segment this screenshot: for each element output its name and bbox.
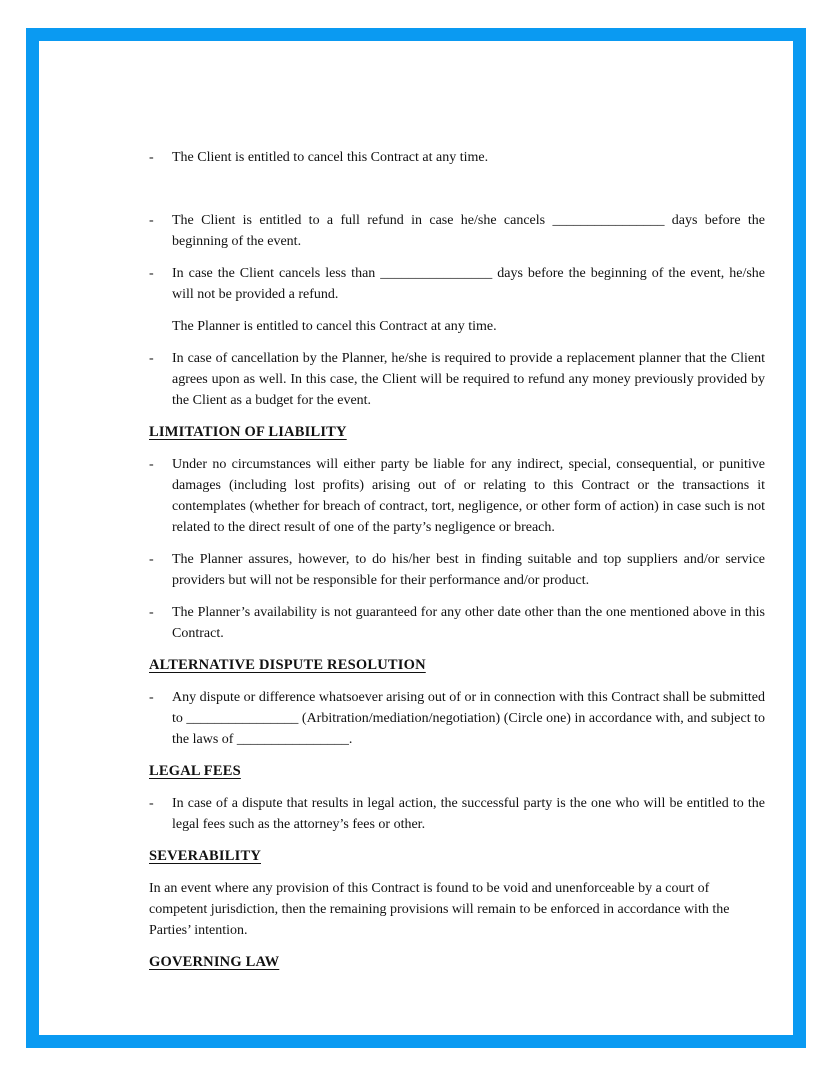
list-item (149, 348, 765, 411)
section-heading-limitation-of-liability: LIMITATION OF LIABILITY (149, 424, 347, 440)
bullet-marker: - (149, 213, 154, 228)
list-item-text: In case the Client cancels less than ________________ days before the beginning of the event, he/she will not be provided a refund. (172, 266, 765, 302)
list-item (149, 210, 765, 252)
bullet-marker: - (149, 605, 154, 620)
section-heading-legal-fees: LEGAL FEES (149, 763, 241, 779)
paragraph: In an event where any provision of this Contract is found to be void and unenforceable by a court of competent jurisdiction, then the remaining provisions will remain to be enforced in accordance with the Parties’ intention. (149, 881, 730, 938)
section-heading-severability: SEVERABILITY (149, 848, 261, 864)
list-item-text: Under no circumstances will either party be liable for any indirect, special, consequential, or punitive damages (including lost profits) arising out of or relating to this Contract or the transactions it contemplates (whether for breach of contract, tort, negligence, or other form of action) in case such is not related to the direct result of one of the party’s negligence or breach. (172, 457, 765, 535)
section-heading-governing-law: GOVERNING LAW (149, 954, 280, 970)
list-item (149, 147, 765, 168)
bullet-marker: - (149, 150, 154, 165)
list-item-text: In case of a dispute that results in legal action, the successful party is the one who will be entitled to the legal fees such as the attorney’s fees or other. (172, 796, 765, 832)
list-item (149, 602, 765, 644)
bullet-marker: - (149, 690, 154, 705)
bullet-marker: - (149, 351, 154, 366)
list-item (149, 549, 765, 591)
bullet-marker: - (149, 266, 154, 281)
section-heading-alternative-dispute-resolution: ALTERNATIVE DISPUTE RESOLUTION (149, 657, 426, 673)
page-frame (26, 28, 806, 1048)
list-item (149, 263, 765, 305)
list-item (149, 793, 765, 835)
bullet-marker: - (149, 552, 154, 567)
list-item-text: The Client is entitled to a full refund in case he/she cancels ________________ days before the beginning of the event. (172, 213, 765, 249)
list-item-text: The Planner’s availability is not guaranteed for any other date other than the one mentioned above in this Contract. (172, 605, 765, 641)
list-item-text: Any dispute or difference whatsoever arising out of or in connection with this Contract shall be submitted to ________________ (Arbitration/mediation/negotiation) (Circle one) in accordance with, and subject to the laws of ________________. (172, 690, 765, 747)
list-item (149, 687, 765, 750)
list-item-text: The Client is entitled to cancel this Contract at any time. (172, 150, 489, 165)
list-item-text: In case of cancellation by the Planner, he/she is required to provide a replacement planner that the Client agrees upon as well. In this case, the Client will be required to refund any money previously provided by the Client as a budget for the event. (172, 351, 765, 408)
bullet-marker: - (149, 796, 154, 811)
bullet-marker: - (149, 457, 154, 472)
contract-document (149, 147, 765, 984)
list-item-text: The Planner assures, however, to do his/her best in finding suitable and top suppliers and/or service providers but will not be responsible for their performance and/or product. (172, 552, 765, 588)
list-item (149, 454, 765, 538)
indented-line (149, 316, 765, 337)
indented-line-text: The Planner is entitled to cancel this Contract at any time. (172, 319, 497, 334)
